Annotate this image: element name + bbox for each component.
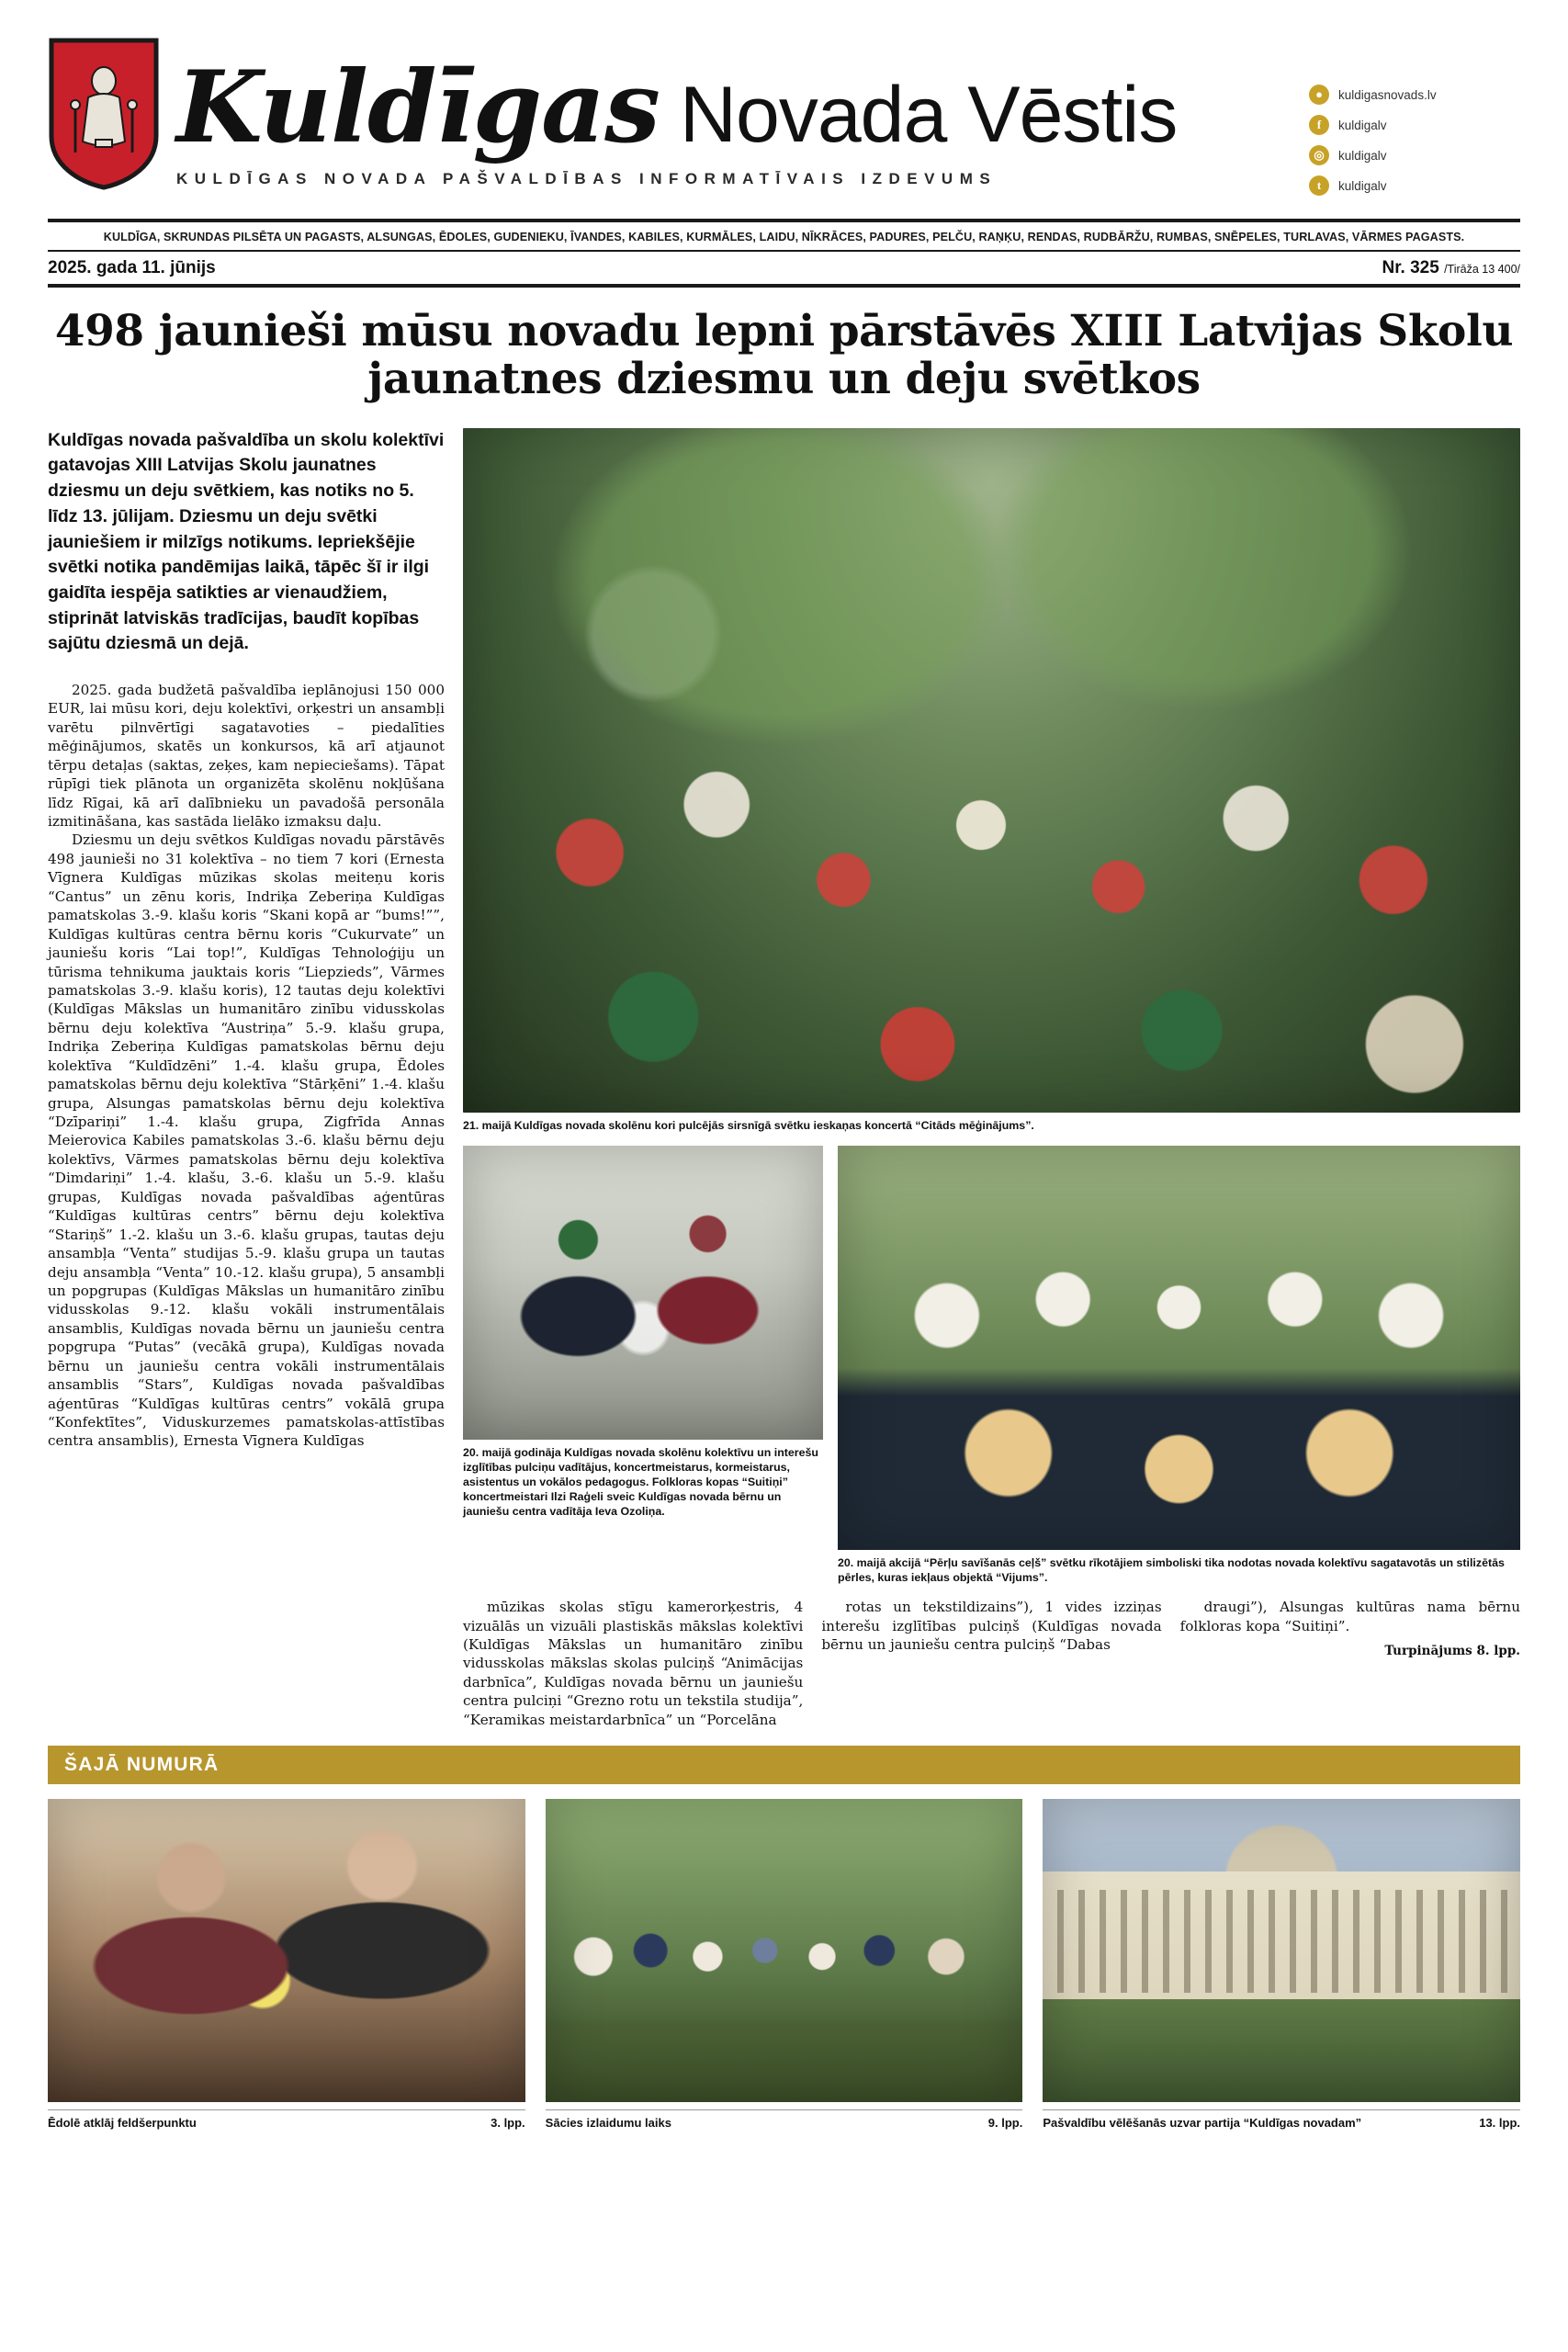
- photo-vignette: [546, 1799, 1023, 2102]
- globe-icon: ●: [1309, 85, 1329, 105]
- list-item[interactable]: [546, 1799, 1023, 2130]
- article-left-column: [48, 428, 445, 1729]
- mid-right-block: [838, 1146, 1520, 1585]
- graduation-photo: [546, 1799, 1023, 2102]
- photo-vignette: [463, 1146, 823, 1440]
- teaser-page-3: 13. lpp.: [1479, 2116, 1521, 2131]
- continuation-col-3: [1180, 1598, 1520, 1729]
- article-right-column: [463, 428, 1520, 1729]
- photo-pearls-caption: 20. maijā akcijā “Pērļu savīšanās ceļš” svētku rīkotājiem simboliski tika nodotas novada kolektīvu sagatavotās un stilizētās pērles, kuras iekļaus objektā “Vijums”.: [838, 1555, 1505, 1584]
- municipality-building-photo: [1043, 1799, 1520, 2102]
- teaser-page-2: 9. lpp.: [987, 2116, 1023, 2131]
- photo-award-caption: 20. maijā godināja Kuldīgas novada skolēnu kolektīvu un interešu izglītības pulciņu vadītājus, koncertmeistarus, kormeistarus, asistentus un vokālos pedagogus. Folkloras kopas “Suitiņi” koncertmeistari Ilzi Raģeli sveic Kuldīgas novada bērnu un jauniešu centra vadītāja Ieva Ozoliņa.: [463, 1445, 818, 1519]
- teaser-caption-1: Ēdolē atklāj feldšerpunktu: [48, 2116, 197, 2131]
- article-lead: Kuldīgas novada pašvaldība un skolu kolektīvi gatavojas XIII Latvijas Skolu jaunatnes dziesmu un deju svētkiem, kas notiks no 5. līdz 13. jūlijam. Dziesmu un deju svētki jauniešiem ir milzīgs notikums. Iepriekšējie svētki notika pandēmijas laikā, tāpēc šī ir ilgi gaidīta iespēja satikties ar vienaudžiem, stiprināt latviskās tradīcijas, baudīt kopības sajūtu dziesmā un dejā.: [48, 429, 445, 654]
- divider-below-issue: [48, 284, 1520, 288]
- social-links: [1309, 37, 1520, 206]
- article-paragraph-1: 2025. gada budžetā pašvaldība ieplānojusi 150 000 EUR, lai mūsu kori, deju kolektīvi, orķestri un ansambļi varētu pilnvērtīgi sagatavoties – piedalīties mēģinājumos, skatēs un konkursos, kā arī atjaunot tērpu detaļas (saktas, zeķes, kam nepieciešams). Tāpat rūpīgi tiek plānota un organizēta skolēnu nokļūšana līdz Rīgai, kā arī dalībnieku un pavadošā personāla izmitināšana, kas sastāda lielāko izmaksu daļu.: [48, 681, 445, 830]
- teaser-page-1: 3. lpp.: [491, 2116, 525, 2131]
- title-novada-vestis: Novada Vēstis: [679, 71, 1178, 159]
- main-article: [48, 428, 1520, 1729]
- parish-list: KULDĪGA, SKRUNDAS PILSĒTA UN PAGASTS, ALSUNGAS, ĒDOLES, GUDENIEKU, ĪVANDES, KABILES, KURMĀLES, LAIDU, NĪKRĀCES, PADURES, PELČU, RAŅĶU, RENDAS, RUDBĀRŽU, RUMBAS, SNĒPELES, TURLAVAS, VĀRMES PAGASTS.: [103, 231, 1465, 243]
- article-paragraph-3: mūzikas skolas stīgu kamerorķestris, 4 vizuālās un vizuāli plastiskās mākslas kolektīvi (Kuldīgas Mākslas un humanitāro zinību vidusskolas mākslas skolas pulciņš “Animācijas darbnīca”, Kuldīgas novada bērnu un jauniešu centra pulciņi “Grezno rotu un tekstila studija”, “Keramikas meistardarbnīca” un “Porcelāna: [463, 1599, 804, 1728]
- in-this-issue-header: ŠAJĀ NUMURĀ: [48, 1746, 1520, 1784]
- article-body: [48, 681, 445, 1451]
- page-title: 498 jaunieši mūsu novadu lepni pārstāvēs XIII Latvijas Skolu jaunatnes dziesmu un deju svētkos: [54, 305, 1514, 405]
- teaser-caption-3: Pašvaldību vēlēšanās uzvar partija “Kuldīgas novadam”: [1043, 2116, 1362, 2131]
- article-continuation: [463, 1598, 1520, 1729]
- photo-award-ceremony: [463, 1146, 823, 1440]
- article-paragraph-2: Dziesmu un deju svētkos Kuldīgas novadu pārstāvēs 498 jaunieši no 31 kolektīva – no tiem 7 kori (Ernesta Vīgnera Kuldīgas mūzikas skolas meiteņu koris “Cantus” un zēnu koris, Indriķa Zeberiņa Kuldīgas pamatskolas 3.-9. klašu koris “Skani kopā ar “bums!””, Kuldīgas kultūras centra bērnu koris “Cukurvate” un jauniešu koris “Lai top!”, Kuldīgas Tehnoloģiju un tūrisma tehnikuma jauktais koris “Liepzieds”, Vārmes pamatskolas 3.-9. klašu koris), 12 tautas deju kolektīvi (Kuldīgas Mākslas un humanitāro zinību vidusskolas bērnu deju kolektīva “Austriņa” 5.-9. klašu grupa, Indriķa Zeberiņa Kuldīgas pamatskolas bērnu deju kolektīva “Kuldīdzēni” 1.-4. klašu grupa, Ēdoles pamatskolas bērnu deju kolektīva “Stārķēni” 1.-4. klašu grupa, Alsungas pamatskolas bērnu deju kolektīva “Dzīpariņi” 1.-4. klašu grupa, Zigfrīda Annas Meierovica Kabiles pamatskolas 3.-6. klašu bērnu deju kolektīvs, Vārmes pamatskolas bērnu deju kolektīva “Dimdariņi” 1.-4. klašu, 3.-6. klašu un 5.-9. klašu grupas, Kuldīgas novada pašvaldības aģentūras “Kuldīgas kultūras centrs” bērnu deju kolektīva “Stariņš” 1.-2. klašu un 3.-6. klašu grupas, tautas deju ansambļa “Venta” studijas 5.-9. klašu grupa un tautas deju ansambļa “Venta” 10.-12. klašu grupa), 5 ansambļi un popgrupas (Kuldīgas Mākslas un humanitāro zinību vidusskolas 9.-12. klašu vokāli instrumentālais ansamblis, Kuldīgas novada bērnu un jauniešu centra popgrupa “Putas” (vecākā grupa), Kuldīgas novada bērnu un jauniešu centra vokāli instrumentālais ansamblis “Stars”, Kuldīgas novada pašvaldības aģentūras “Kuldīgas kultūras centrs” vokālā grupa “Konfektītes”, Viduskurzemes pamatskolas-attīstības centra ansamblis), Ernesta Vīgnera Kuldīgas: [48, 831, 445, 1450]
- coat-of-arms-icon: [48, 37, 160, 191]
- issue-number: Nr. 325: [1382, 257, 1439, 277]
- mid-photo-row: [463, 1146, 1520, 1585]
- continuation-col-2: [821, 1598, 1161, 1729]
- social-link-twitter[interactable]: [1309, 175, 1520, 196]
- hero-photo-choir: [463, 428, 1520, 1113]
- social-link-facebook[interactable]: [1309, 115, 1520, 135]
- mid-left-block: [463, 1146, 823, 1585]
- social-link-instagram[interactable]: [1309, 145, 1520, 165]
- hero-photo-caption: 21. maijā Kuldīgas novada skolēnu kori pulcējās sirsnīgā svētku ieskaņas koncertā “Citāds mēģinājums”.: [463, 1118, 1034, 1132]
- feldsherpoint-photo: [48, 1799, 525, 2102]
- instagram-icon: ◎: [1309, 145, 1329, 165]
- photo-vignette: [1043, 1799, 1520, 2102]
- list-item[interactable]: [1043, 1799, 1520, 2130]
- photo-folk-dancers: [838, 1146, 1520, 1550]
- issue-circulation: /Tirāža 13 400/: [1444, 262, 1520, 276]
- list-item[interactable]: [48, 1799, 525, 2130]
- social-link-website[interactable]: [1309, 85, 1520, 105]
- social-twitter-label: kuldigalv: [1338, 178, 1387, 193]
- facebook-icon: f: [1309, 115, 1329, 135]
- in-this-issue-items: [48, 1799, 1520, 2130]
- photo-vignette: [48, 1799, 525, 2102]
- twitter-icon: t: [1309, 175, 1329, 196]
- article-paragraph-5: draugi”), Alsungas kultūras nama bērnu folkloras kopa “Suitiņi”.: [1179, 1599, 1520, 1634]
- issue-date: 2025. gada 11. jūnijs: [48, 257, 216, 277]
- article-paragraph-4: rotas un tekstildizains”), 1 vides izziņas interešu izglītības pulciņš (Kuldīgas novada bērnu un jauniešu centra pulciņš “Dabas: [821, 1599, 1162, 1653]
- social-instagram-label: kuldigalv: [1338, 148, 1387, 163]
- masthead-title: [176, 37, 1292, 188]
- social-website-label: kuldigasnovads.lv: [1338, 87, 1437, 102]
- continued-note: Turpinājums 8. lpp.: [1384, 1644, 1520, 1658]
- teaser-caption-2: Sācies izlaidumu laiks: [545, 2116, 671, 2131]
- issue-info: [48, 252, 1520, 284]
- continuation-col-1: [463, 1598, 803, 1729]
- title-kuldigas: Kuldīgas: [176, 50, 660, 165]
- masthead-subtitle: KULDĪGAS NOVADA PAŠVALDĪBAS INFORMATĪVAIS IZDEVUMS: [176, 169, 998, 187]
- photo-vignette: [463, 428, 1520, 1113]
- social-facebook-label: kuldigalv: [1338, 118, 1387, 132]
- photo-vignette: [838, 1146, 1520, 1550]
- masthead: [48, 37, 1520, 206]
